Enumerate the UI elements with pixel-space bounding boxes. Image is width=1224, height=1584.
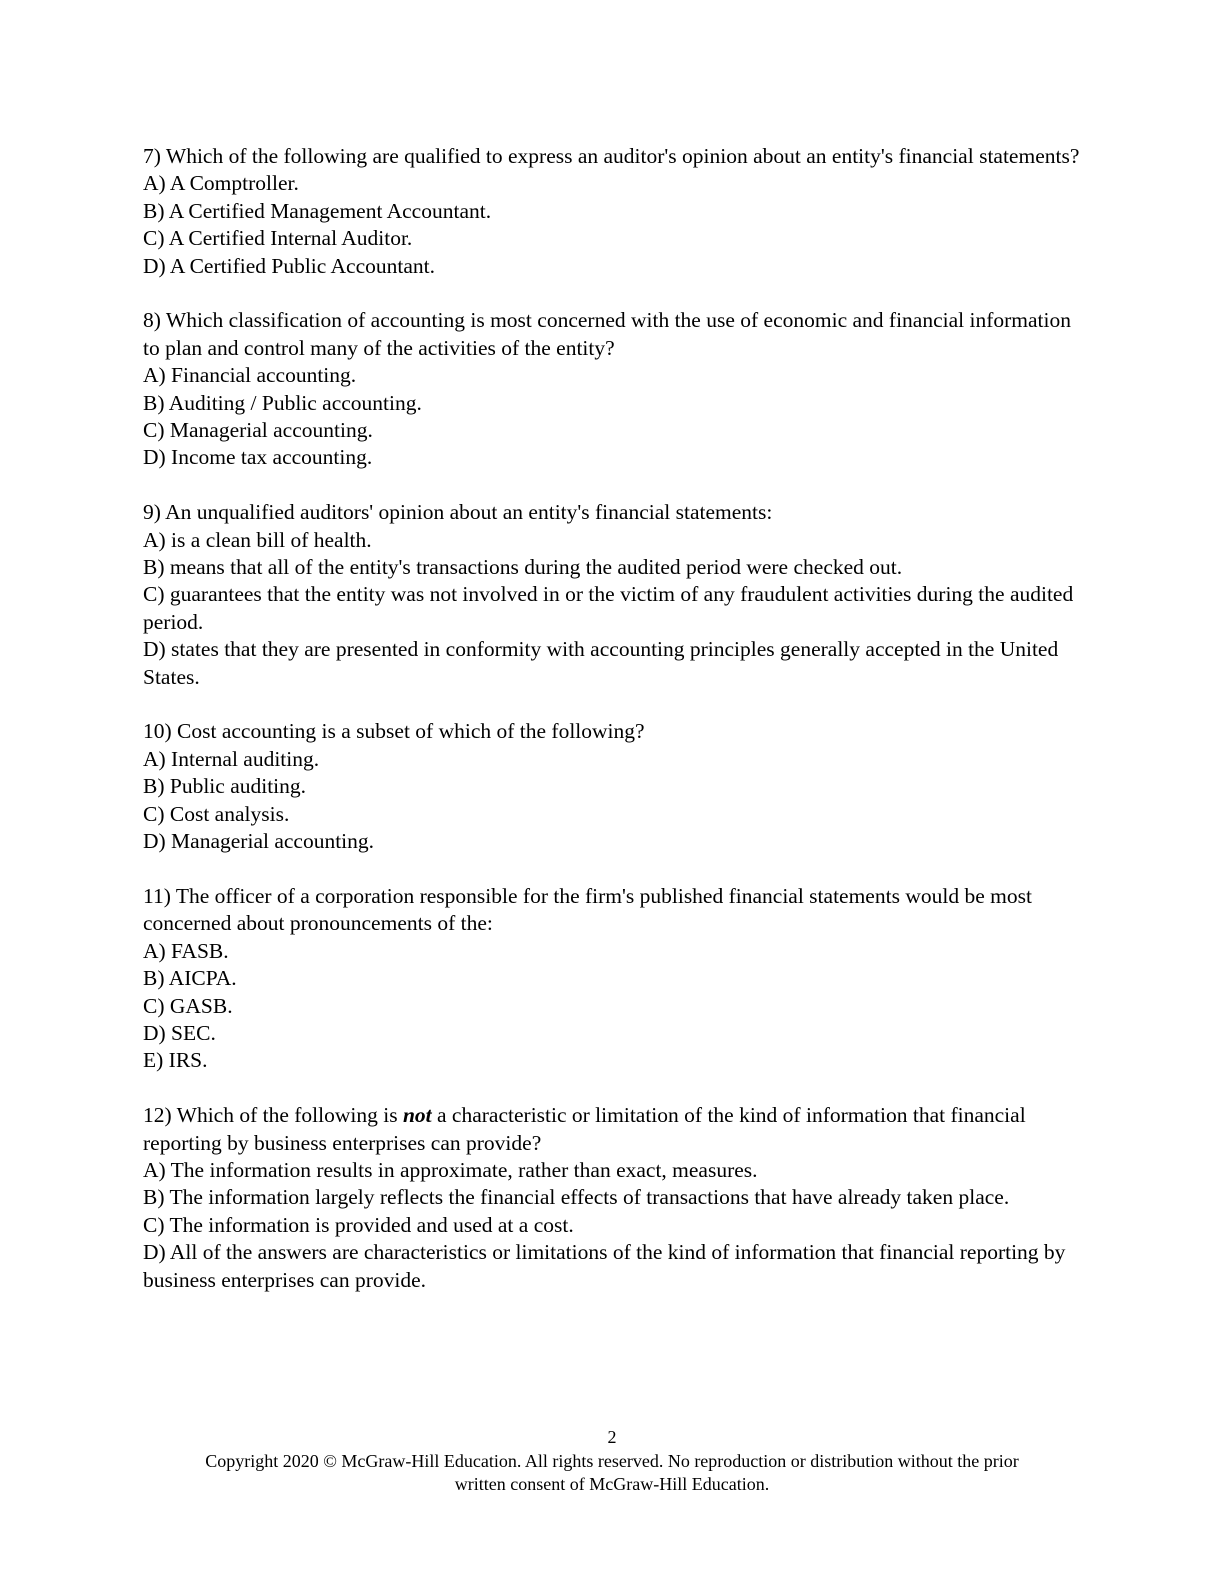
copyright-line-2: written consent of McGraw-Hill Education. — [454, 1474, 770, 1494]
question-12 — [143, 1102, 1083, 1294]
option-c: C) Managerial accounting. — [143, 418, 373, 443]
question-text-before: 12) Which of the following is — [143, 1103, 403, 1128]
option-d: D) states that they are presented in conformity with accounting principles generally accepted in the United States. — [143, 637, 1059, 689]
option-c: C) A Certified Internal Auditor. — [143, 226, 413, 251]
page-number: 2 — [607, 1427, 617, 1447]
option-b: B) A Certified Management Accountant. — [143, 198, 492, 223]
question-text — [143, 1102, 1083, 1157]
question-text: 9) An unqualified auditors' opinion about an entity's financial statements: — [143, 500, 773, 525]
question-text-after: a characteristic or limitation of the kind of information that financial reporting by business enterprises can provide? — [143, 1103, 1026, 1155]
option-a: A) A Comptroller. — [143, 171, 299, 196]
option-d: D) Income tax accounting. — [143, 445, 373, 470]
option-c: C) guarantees that the entity was not involved in or the victim of any fraudulent activities during the audited period. — [143, 582, 1074, 634]
option-c: C) The information is provided and used at a cost. — [143, 1212, 574, 1237]
option-a: A) is a clean bill of health. — [143, 527, 372, 552]
question-8 — [143, 307, 1083, 471]
question-10 — [143, 718, 1083, 855]
question-list — [143, 143, 1083, 1321]
option-a: A) The information results in approximate, rather than exact, measures. — [143, 1157, 758, 1182]
option-c: C) GASB. — [143, 993, 233, 1018]
question-11 — [143, 883, 1083, 1075]
question-text-emphasis: not — [402, 1103, 432, 1128]
question-text: 11) The officer of a corporation responsible for the firm's published financial statements would be most concerned about pronouncements of the: — [143, 883, 1032, 936]
copyright-line-1: Copyright 2020 © McGraw-Hill Education. All rights reserved. No reproduction or distribution without the prior — [205, 1450, 1019, 1471]
option-b: B) means that all of the entity's transactions during the audited period were checked out. — [143, 555, 903, 580]
option-e: E) IRS. — [143, 1048, 208, 1073]
question-9 — [143, 499, 1083, 691]
option-d: D) Managerial accounting. — [143, 829, 375, 854]
option-c: C) Cost analysis. — [143, 801, 290, 826]
option-a: A) Internal auditing. — [143, 746, 320, 771]
option-a: A) Financial accounting. — [143, 363, 357, 388]
option-d: D) A Certified Public Accountant. — [143, 253, 435, 278]
option-b: B) Public auditing. — [143, 774, 307, 799]
question-text: 8) Which classification of accounting is most concerned with the use of economic and financial information to plan and control many of the activities of the entity? — [143, 308, 1071, 360]
option-b: B) The information largely reflects the financial effects of transactions that have already taken place. — [143, 1185, 1010, 1210]
option-d: D) SEC. — [143, 1020, 216, 1045]
page-footer — [0, 1426, 1224, 1497]
option-d: D) All of the answers are characteristics or limitations of the kind of information that financial reporting by business enterprises can provide. — [143, 1240, 1066, 1292]
question-text: 10) Cost accounting is a subset of which of the following? — [143, 719, 645, 744]
question-7 — [143, 143, 1083, 280]
option-a: A) FASB. — [143, 938, 229, 963]
question-text: 7) Which of the following are qualified to express an auditor's opinion about an entity's financial statements? — [143, 144, 1080, 168]
option-b: B) Auditing / Public accounting. — [143, 390, 422, 415]
option-b: B) AICPA. — [143, 966, 237, 991]
